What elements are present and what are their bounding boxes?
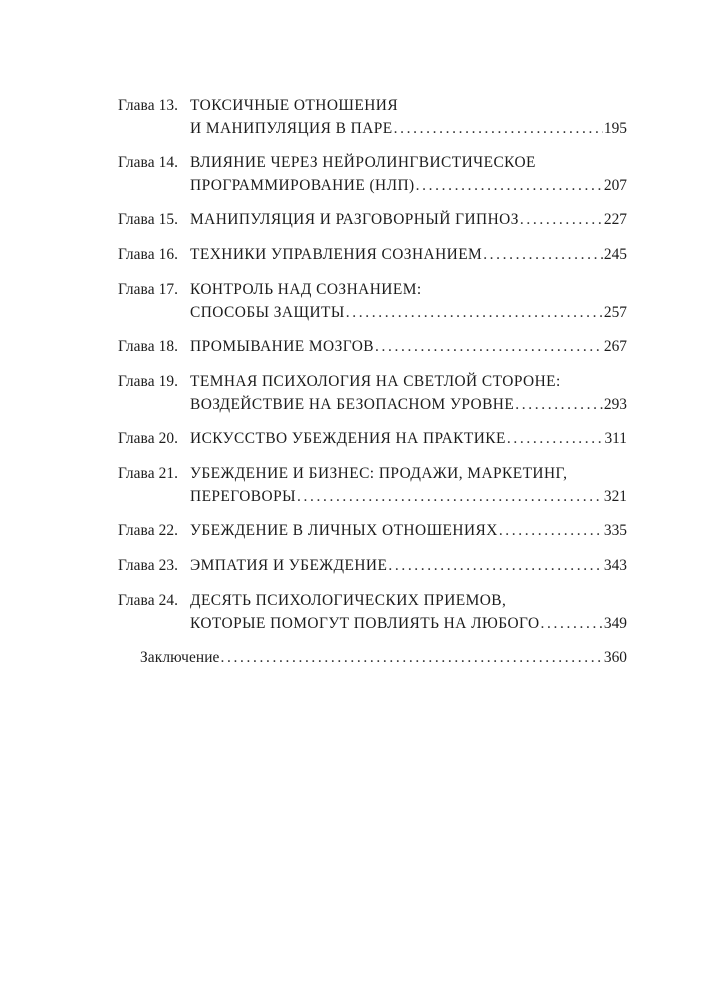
- dot-leader: [541, 612, 603, 635]
- page-number: 360: [603, 649, 627, 666]
- chapter-number: Глава 17.: [118, 281, 179, 298]
- toc-entry-chapter-15: [118, 208, 627, 231]
- chapter-title-continued: ПРОГРАММИРОВАНИЕ (НЛП): [190, 177, 415, 194]
- toc-entry-chapter-22: [118, 519, 627, 542]
- page-number: 267: [603, 338, 627, 355]
- page-number: 257: [603, 304, 627, 321]
- page-number: 245: [603, 246, 627, 263]
- chapter-title-continued: ВОЗДЕЙСТВИЕ НА БЕЗОПАСНОМ УРОВНЕ: [190, 396, 515, 413]
- dot-leader: [520, 208, 603, 231]
- dot-leader: [297, 485, 603, 508]
- dot-leader: [375, 335, 603, 358]
- chapter-title: ИСКУССТВО УБЕЖДЕНИЯ НА ПРАКТИКЕ: [190, 430, 506, 447]
- dot-leader: [507, 427, 604, 450]
- page-number: 335: [603, 522, 627, 539]
- dot-leader: [416, 174, 603, 197]
- chapter-number: Глава 21.: [118, 465, 179, 482]
- chapter-title-continued: КОТОРЫЕ ПОМОГУТ ПОВЛИЯТЬ НА ЛЮБОГО: [190, 615, 540, 632]
- conclusion-title: Заключение: [140, 649, 220, 666]
- toc-entry-chapter-24: [118, 589, 627, 635]
- chapter-number: Глава 16.: [118, 246, 179, 263]
- table-of-contents: [118, 94, 627, 681]
- toc-entry-chapter-13: [118, 94, 627, 140]
- chapter-title: ТЕМНАЯ ПСИХОЛОГИЯ НА СВЕТЛОЙ СТОРОНЕ:: [190, 373, 561, 390]
- toc-entry-chapter-16: [118, 243, 627, 266]
- dot-leader: [221, 646, 603, 669]
- toc-entry-chapter-19: [118, 370, 627, 416]
- chapter-title: ДЕСЯТЬ ПСИХОЛОГИЧЕСКИХ ПРИЕМОВ,: [190, 592, 507, 609]
- chapter-title: ЭМПАТИЯ И УБЕЖДЕНИЕ: [190, 557, 388, 574]
- page-number: 293: [603, 396, 627, 413]
- toc-entry-chapter-23: [118, 554, 627, 577]
- chapter-title-continued: И МАНИПУЛЯЦИЯ В ПАРЕ: [190, 120, 393, 137]
- chapter-title: ПРОМЫВАНИЕ МОЗГОВ: [190, 338, 375, 355]
- chapter-title-continued: ПЕРЕГОВОРЫ: [190, 488, 296, 505]
- page-number: 195: [603, 120, 627, 137]
- page-number: 207: [603, 177, 627, 194]
- page-number: 227: [603, 211, 627, 228]
- chapter-number: Глава 19.: [118, 373, 179, 390]
- toc-entry-chapter-21: [118, 462, 627, 508]
- chapter-number: Глава 24.: [118, 592, 179, 609]
- page-number: 343: [603, 557, 627, 574]
- toc-entry-chapter-18: [118, 335, 627, 358]
- page-number: 349: [603, 615, 627, 632]
- page-number: 311: [604, 430, 627, 447]
- chapter-title: УБЕЖДЕНИЕ В ЛИЧНЫХ ОТНОШЕНИЯХ: [190, 522, 498, 539]
- page-number: 321: [603, 488, 627, 505]
- chapter-title: ТОКСИЧНЫЕ ОТНОШЕНИЯ: [190, 97, 399, 114]
- chapter-number: Глава 14.: [118, 154, 179, 171]
- chapter-number: Глава 23.: [118, 557, 179, 574]
- chapter-number: Глава 18.: [118, 338, 179, 355]
- chapter-title: КОНТРОЛЬ НАД СОЗНАНИЕМ:: [190, 281, 422, 298]
- toc-entry-chapter-20: [118, 427, 627, 450]
- toc-entry-chapter-17: [118, 278, 627, 324]
- dot-leader: [394, 117, 603, 140]
- dot-leader: [515, 393, 603, 416]
- chapter-title: УБЕЖДЕНИЕ И БИЗНЕС: ПРОДАЖИ, МАРКЕТИНГ,: [190, 465, 568, 482]
- chapter-number: Глава 22.: [118, 522, 179, 539]
- dot-leader: [499, 519, 603, 542]
- chapter-title: ТЕХНИКИ УПРАВЛЕНИЯ СОЗНАНИЕМ: [190, 246, 483, 263]
- chapter-number: Глава 15.: [118, 211, 179, 228]
- chapter-title: ВЛИЯНИЕ ЧЕРЕЗ НЕЙРОЛИНГВИСТИЧЕСКОЕ: [190, 154, 536, 171]
- chapter-title: МАНИПУЛЯЦИЯ И РАЗГОВОРНЫЙ ГИПНОЗ: [190, 211, 519, 228]
- dot-leader: [346, 301, 603, 324]
- chapter-number: Глава 20.: [118, 430, 179, 447]
- toc-entry-conclusion: [118, 646, 627, 669]
- dot-leader: [483, 243, 603, 266]
- chapter-number: Глава 13.: [118, 97, 179, 114]
- dot-leader: [388, 554, 603, 577]
- chapter-title-continued: СПОСОБЫ ЗАЩИТЫ: [190, 304, 345, 321]
- toc-entry-chapter-14: [118, 151, 627, 197]
